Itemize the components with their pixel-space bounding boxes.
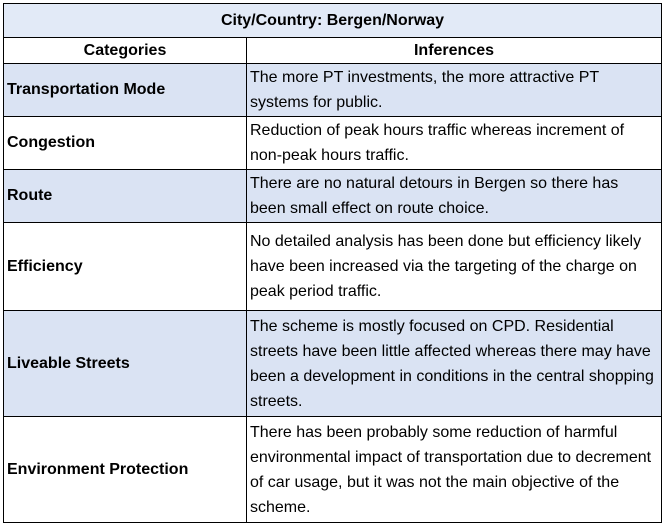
category-cell: Route xyxy=(4,170,247,223)
table-title: City/Country: Bergen/Norway xyxy=(4,4,662,38)
inference-cell: There has been probably some reduction of harmful environmental impact of transportation due to decrement of car usage, but it was not the main objective of the scheme. xyxy=(247,417,662,523)
inference-cell: The more PT investments, the more attractive PT systems for public. xyxy=(247,64,662,117)
title-row xyxy=(4,4,662,38)
inference-table xyxy=(3,3,662,523)
category-cell: Liveable Streets xyxy=(4,311,247,417)
header-categories: Categories xyxy=(4,38,247,64)
inference-cell: The scheme is mostly focused on CPD. Residential streets have been little affected whereas there may have been a development in conditions in the central shopping streets. xyxy=(247,311,662,417)
table-row xyxy=(4,417,662,523)
inference-cell: Reduction of peak hours traffic whereas increment of non-peak hours traffic. xyxy=(247,117,662,170)
inference-table-container xyxy=(3,3,662,523)
category-cell: Efficiency xyxy=(4,223,247,311)
table-row xyxy=(4,223,662,311)
header-inferences: Inferences xyxy=(247,38,662,64)
inference-cell: No detailed analysis has been done but efficiency likely have been increased via the targeting of the charge on peak period traffic. xyxy=(247,223,662,311)
category-cell: Environment Protection xyxy=(4,417,247,523)
table-row xyxy=(4,311,662,417)
table-row xyxy=(4,64,662,117)
header-row xyxy=(4,38,662,64)
inference-cell: There are no natural detours in Bergen so there has been small effect on route choice. xyxy=(247,170,662,223)
table-row xyxy=(4,170,662,223)
table-row xyxy=(4,117,662,170)
category-cell: Transportation Mode xyxy=(4,64,247,117)
category-cell: Congestion xyxy=(4,117,247,170)
